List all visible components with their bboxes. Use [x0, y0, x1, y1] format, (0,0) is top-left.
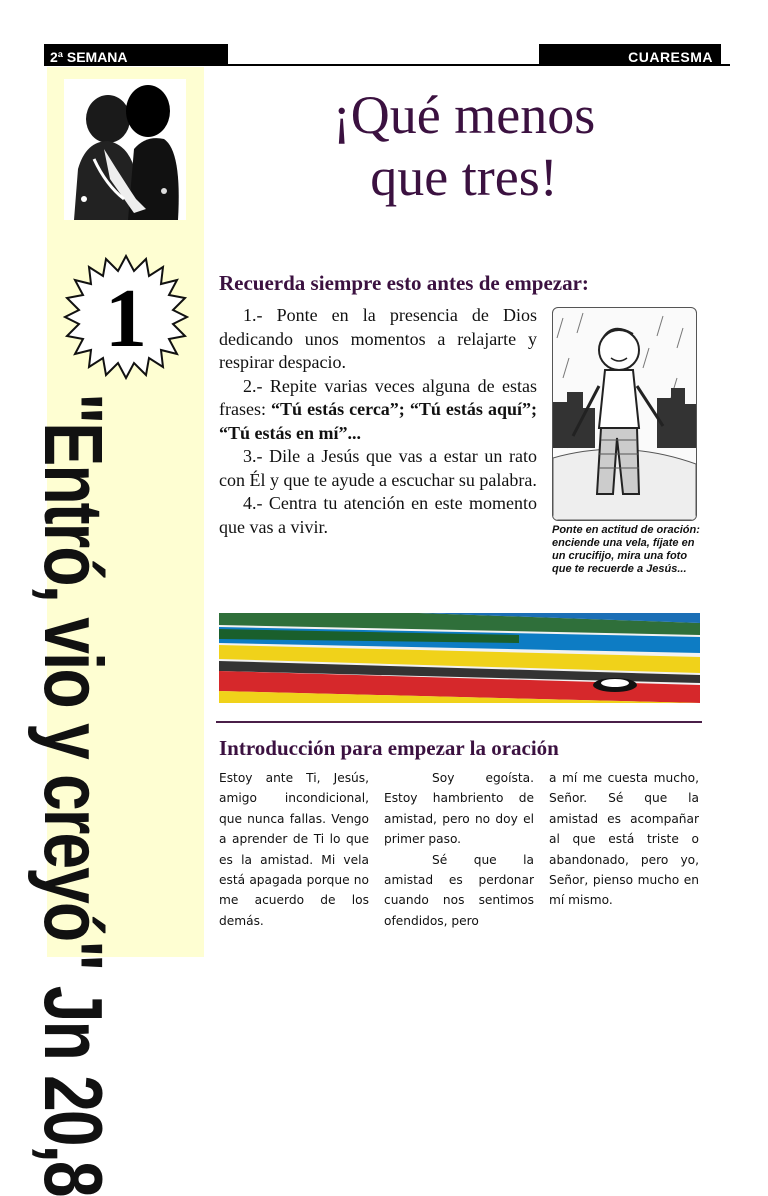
steps-list	[219, 304, 537, 539]
praying-people-photo	[64, 79, 186, 220]
step-3: 3.- Dile a Jesús que vas a estar un rato con Él y que te ayude a escuchar su palabra.	[219, 446, 537, 490]
intro-paragraph-2: Soy egoísta. Estoy hambriento de amistad, pero no doy el primer paso.	[384, 771, 534, 847]
season-label: CUARESMA	[539, 44, 721, 66]
intro-column-2	[384, 768, 534, 931]
step-2-text: 2.- Repite varias veces alguna de estas frases:	[219, 375, 537, 419]
intro-paragraph-1: Estoy ante Ti, Jesús, amigo incondicional, que nunca fallas. Vengo a aprender de Ti lo que es la amistad. Mi vela está apagada porque no me acuerdo de los demás.	[219, 771, 369, 928]
intro-heading: Introducción para empezar la oración	[219, 736, 559, 760]
boy-in-rain-illustration	[552, 307, 697, 521]
intro-column-3	[549, 768, 699, 911]
number-badge-text: 1	[105, 272, 147, 365]
intro-paragraph-3: Sé que la amistad es perdonar cuando nos sentimos ofendidos, pero	[384, 852, 534, 928]
step-4: 4.- Centra tu atención en este momento que vas a vivir.	[219, 493, 537, 537]
step-2-phrases: “Tú estás cerca”; “Tú estás aquí”; “Tú estás en mí”...	[219, 399, 537, 443]
remember-heading: Recuerda siempre esto antes de empezar:	[219, 271, 589, 295]
intro-paragraph-4: a mí me cuesta mucho, Señor. Sé que la amistad es acompañar al que está triste o abandonado, pero yo, Señor, pienso mucho en mí mismo.	[549, 771, 699, 908]
intro-column-1	[219, 768, 369, 931]
page-title	[214, 84, 714, 208]
number-badge	[63, 254, 189, 380]
week-label: 2ª SEMANA	[44, 44, 228, 66]
step-2	[219, 375, 537, 446]
colored-stripes-banner	[219, 613, 700, 703]
illustration-caption: Ponte en actitud de oración: enciende una vela, fíjate en un crucifijo, mira una foto que te recuerde a Jesús...	[552, 524, 700, 575]
title-line-2: que tres!	[370, 147, 558, 207]
step-1: 1.- Ponte en la presencia de Dios dedicando unos momentos a relajarte y respirar despacio.	[219, 305, 537, 372]
title-line-1: ¡Qué menos	[332, 85, 596, 145]
section-rule	[216, 721, 702, 723]
gospel-verse: "Entró, vio y creyó" Jn 20,8	[27, 393, 120, 1196]
